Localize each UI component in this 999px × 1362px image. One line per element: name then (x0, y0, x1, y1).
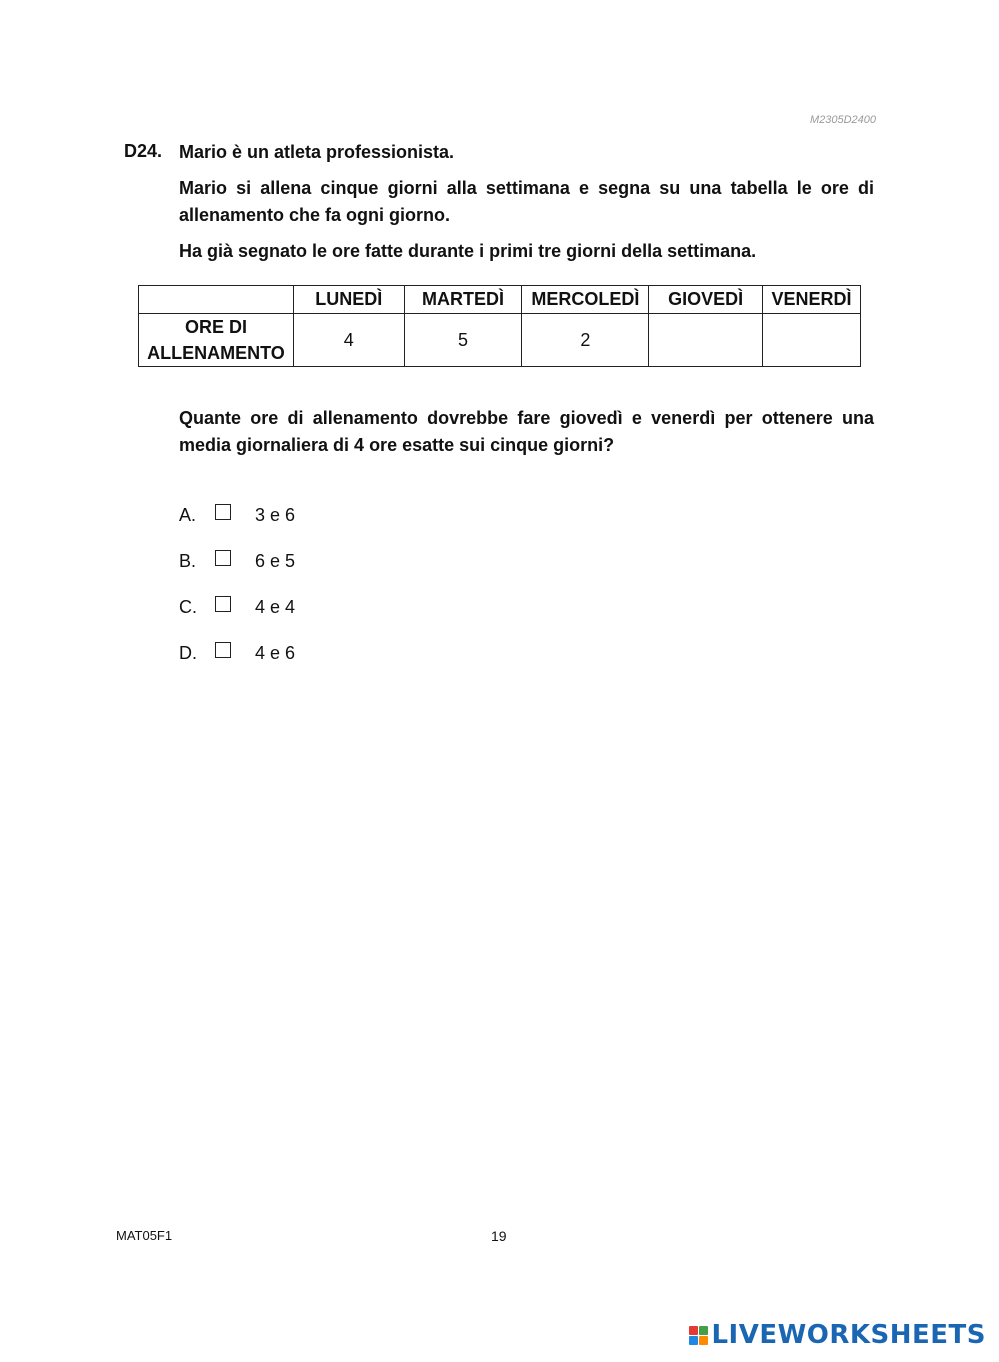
table-row (139, 314, 861, 367)
liveworksheets-brand (689, 1320, 986, 1350)
cell-monday: 4 (293, 314, 404, 367)
option-letter: A. (179, 504, 197, 525)
option-b-checkbox[interactable] (215, 550, 231, 566)
answer-options (179, 492, 295, 676)
option-a-checkbox[interactable] (215, 504, 231, 520)
table-header-thursday: GIOVEDÌ (649, 286, 763, 314)
option-text: 4 e 6 (255, 642, 296, 663)
question-text: Quante ore di allenamento dovrebbe fare giovedì e venerdì per ottenere una media giornaliera di 4 ore esatte sui cinque giorni? (179, 408, 874, 455)
liveworksheets-logo-icon (689, 1326, 708, 1345)
question-number: D24. (124, 141, 163, 161)
table-corner-cell (139, 286, 294, 314)
logo-tile (689, 1336, 698, 1345)
option-d (179, 630, 295, 676)
question-paragraph-1: Mario si allena cinque giorni alla settimana e segna su una tabella le ore di allenamento che fa ogni giorno. (179, 178, 874, 225)
option-d-checkbox[interactable] (215, 642, 231, 658)
table-header-wednesday: MERCOLEDÌ (522, 286, 649, 314)
option-c-checkbox[interactable] (215, 596, 231, 612)
question-paragraph-2: Ha già segnato le ore fatte durante i primi tre giorni della settimana. (179, 241, 757, 261)
footer-code: MAT05F1 (116, 1228, 173, 1243)
table-header-tuesday: MARTEDÌ (404, 286, 522, 314)
table-header-row (139, 286, 861, 314)
row-label-line-2: ALLENAMENTO (147, 343, 285, 363)
cell-thursday[interactable] (649, 314, 763, 367)
cell-friday[interactable] (763, 314, 861, 367)
option-letter: C. (179, 596, 197, 617)
brand-name: LIVEWORKSHEETS (711, 1320, 986, 1350)
option-text: 3 e 6 (255, 504, 296, 525)
option-letter: B. (179, 550, 197, 571)
table-header-monday: LUNEDÌ (293, 286, 404, 314)
cell-tuesday: 5 (404, 314, 522, 367)
option-b (179, 538, 295, 584)
item-code: M2305D2400 (809, 114, 876, 126)
logo-tile (689, 1326, 698, 1335)
question-intro: Mario è un atleta professionista. (179, 142, 455, 162)
option-letter: D. (179, 642, 197, 663)
logo-tile (699, 1336, 708, 1345)
logo-tile (699, 1326, 708, 1335)
table-header-friday: VENERDÌ (763, 286, 861, 314)
page-number: 19 (491, 1228, 507, 1244)
option-a (179, 492, 295, 538)
option-text: 4 e 4 (255, 596, 296, 617)
row-label (139, 314, 294, 367)
row-label-line-1: ORE DI (184, 317, 247, 337)
training-hours-table (138, 285, 861, 367)
cell-wednesday: 2 (522, 314, 649, 367)
option-text: 6 e 5 (255, 550, 296, 571)
option-c (179, 584, 295, 630)
